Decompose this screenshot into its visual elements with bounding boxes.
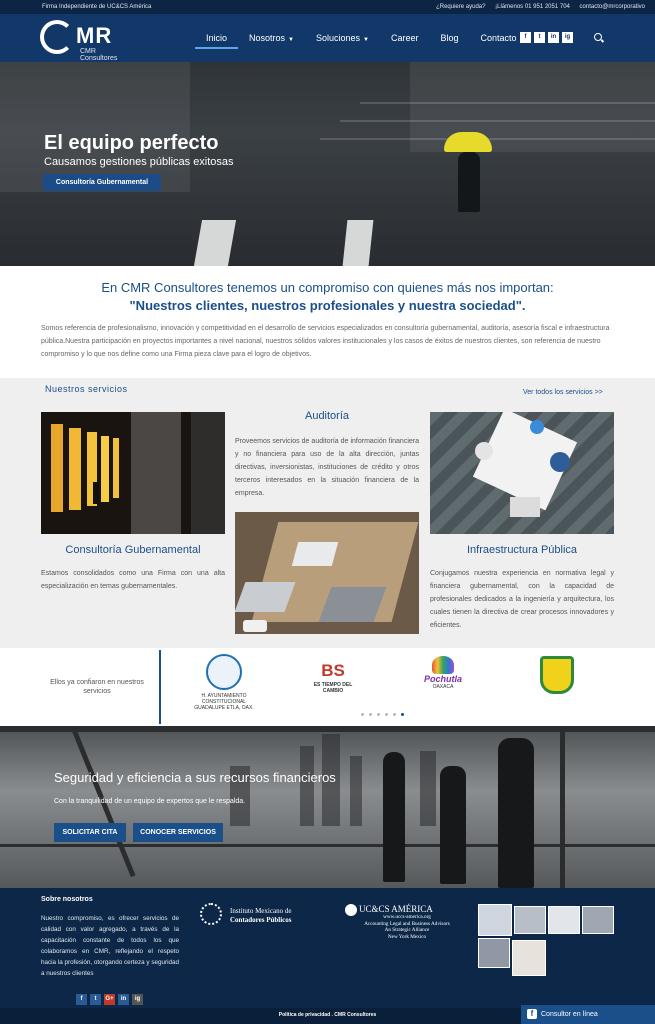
hero-title: El equipo perfecto bbox=[44, 132, 219, 154]
imcp-name bbox=[230, 907, 292, 925]
hero-banner bbox=[0, 62, 655, 266]
view-all-services-link[interactable]: Ver todos los servicios >> bbox=[523, 389, 603, 396]
view-services-button[interactable]: CONOCER SERVICIOS bbox=[133, 823, 223, 842]
main-navbar bbox=[0, 14, 655, 62]
gallery-thumb[interactable] bbox=[582, 906, 614, 934]
gallery-thumb[interactable] bbox=[478, 938, 510, 968]
infrastructure-title[interactable]: Infraestructura Pública bbox=[466, 544, 578, 556]
uccs-line2: An Strategic Alliance bbox=[384, 927, 430, 933]
audit-text: Proveemos servicios de auditoría de información financiera y no financiera para uso de la alta dirección, juntas directivas, inversionistas, instituciones de crédito y otros terceros interesados en la situación financiera de la empresa. bbox=[235, 438, 419, 497]
gov-consulting-text: Estamos consolidados como una Firma con una alta especialización en temas gubernamentales. bbox=[41, 570, 225, 590]
city-tower bbox=[420, 751, 436, 826]
hero-cta-button[interactable]: Consultoría Gubernamental bbox=[43, 174, 161, 191]
client-caption: ES TIEMPO DEL CAMBIO bbox=[313, 682, 353, 694]
facebook-messenger-icon: f bbox=[527, 1009, 537, 1019]
client-caption: H. AYUNTAMIENTO CONSTITUCIONAL GUADALUPE ETLA, OAX. bbox=[194, 693, 254, 711]
nav-label: Inicio bbox=[206, 33, 228, 43]
phone-link[interactable]: ¡Llámenos 01 951 2051 704 bbox=[495, 4, 570, 10]
services-section bbox=[0, 378, 655, 648]
top-contact bbox=[428, 4, 645, 10]
intro-quote: "Nuestros clientes, nuestros profesionales y nuestra sociedad". bbox=[129, 298, 526, 313]
pager-dot[interactable] bbox=[369, 713, 372, 716]
pager-dot-active[interactable] bbox=[401, 713, 404, 716]
imcp-emblem-icon bbox=[200, 903, 222, 925]
client-logo-bs[interactable] bbox=[305, 662, 361, 694]
footer bbox=[0, 888, 655, 1008]
person-silhouette bbox=[498, 738, 534, 888]
footer-about-title: Sobre nosotros bbox=[41, 896, 93, 903]
pager-dot[interactable] bbox=[393, 713, 396, 716]
logo-c-mark bbox=[40, 20, 74, 54]
nav-menu bbox=[195, 14, 528, 62]
city-tower bbox=[300, 746, 314, 826]
twitter-icon[interactable]: t bbox=[534, 32, 545, 43]
crosswalk-stripe bbox=[194, 220, 236, 266]
nav-label: Career bbox=[390, 33, 419, 43]
banner-subtitle: Con la tranquilidad de un equipo de expertos que le respalda. bbox=[54, 798, 246, 805]
yellow-umbrella bbox=[444, 132, 492, 152]
carousel-pager bbox=[361, 713, 404, 716]
logo-text: MR bbox=[76, 23, 113, 48]
nav-item-career[interactable] bbox=[380, 27, 430, 49]
facebook-icon[interactable]: f bbox=[76, 994, 87, 1005]
person-silhouette bbox=[440, 766, 466, 884]
seal-icon bbox=[206, 654, 242, 690]
nav-item-contacto[interactable] bbox=[470, 27, 528, 49]
linkedin-icon[interactable]: in bbox=[548, 32, 559, 43]
window-beam bbox=[0, 726, 655, 732]
privacy-link[interactable]: Política de privacidad . CMR Consultores bbox=[278, 1012, 377, 1018]
clients-label: Ellos ya confiaron en nuestros servicios bbox=[50, 679, 144, 695]
caret-down-icon: ▼ bbox=[288, 37, 294, 43]
nav-label: Blog bbox=[440, 33, 459, 43]
client-logo-shield[interactable] bbox=[537, 656, 577, 694]
nav-item-inicio[interactable] bbox=[195, 27, 238, 49]
crosswalk-stripe bbox=[343, 220, 374, 266]
nav-label: Nosotros bbox=[249, 33, 286, 43]
linkedin-icon[interactable]: in bbox=[118, 994, 129, 1005]
gov-consulting-image[interactable] bbox=[41, 412, 225, 534]
gov-consulting-title[interactable]: Consultoría Gubernamental bbox=[65, 544, 201, 556]
chat-label: Consultor en línea bbox=[541, 1011, 598, 1018]
clients-section bbox=[0, 648, 655, 726]
window-beam bbox=[560, 726, 565, 888]
help-text: ¿Requiere ayuda? bbox=[436, 4, 486, 10]
client-logo-pochutla[interactable] bbox=[415, 656, 471, 690]
nav-item-blog[interactable] bbox=[429, 27, 469, 49]
top-info-bar bbox=[0, 0, 655, 14]
pager-dot[interactable] bbox=[361, 713, 364, 716]
hero-subtitle: Causamos gestiones públicas exitosas bbox=[44, 156, 234, 168]
bs-mark: BS bbox=[321, 661, 345, 680]
gallery-thumb[interactable] bbox=[514, 906, 546, 934]
sun-icon bbox=[432, 656, 454, 674]
instagram-icon[interactable]: ig bbox=[132, 994, 143, 1005]
gallery-thumb[interactable] bbox=[478, 904, 512, 936]
uccs-details bbox=[343, 914, 471, 940]
audit-image[interactable] bbox=[235, 512, 419, 634]
pochutla-mark: Pochutla bbox=[423, 674, 462, 684]
pager-dot[interactable] bbox=[385, 713, 388, 716]
city-tower bbox=[350, 756, 362, 826]
online-consultant-chat[interactable] bbox=[521, 1005, 655, 1024]
window-beam bbox=[0, 844, 655, 847]
gallery-thumb[interactable] bbox=[548, 906, 580, 934]
security-banner bbox=[0, 726, 655, 888]
person-silhouette bbox=[383, 752, 405, 882]
clients-divider bbox=[159, 650, 161, 724]
search-icon[interactable] bbox=[594, 33, 602, 41]
logo-subtitle: CMR Consultores bbox=[80, 48, 118, 62]
infrastructure-text: Conjugamos nuestra experiencia en normativa legal y financiera gubernamental, con la capacidad de profesionales dedicados a la ingeniería y arquitectura, los cuales tienen la directiva de crear procesos innovadores y eficientes. bbox=[430, 570, 614, 629]
uccs-name: UC&CS AMÉRICA bbox=[359, 904, 433, 914]
intro-heading: En CMR Consultores tenemos un compromiso con quienes más nos importan: bbox=[101, 280, 554, 295]
hero-bg-building bbox=[0, 62, 190, 192]
client-caption: OAXACA bbox=[432, 684, 454, 690]
services-title: Nuestros servicios bbox=[45, 384, 128, 394]
uccs-line1: Accounting Legal and Business Advisors bbox=[364, 920, 450, 927]
twitter-icon[interactable]: t bbox=[90, 994, 101, 1005]
shield-icon bbox=[540, 656, 574, 694]
google-plus-icon[interactable]: G+ bbox=[104, 994, 115, 1005]
request-appointment-button[interactable]: SOLICITAR CITA bbox=[54, 823, 126, 842]
footer-about-text: Nuestro compromiso, es ofrecer servicios de calidad con valor agregado, a través de la capacitación constante de todos los que colaboramos en CMR, reflejando el respeto hacia la profesión, otorgando certeza y seguridad a nuestros clientes bbox=[41, 915, 179, 977]
uccs-line3: New York Mexico bbox=[387, 933, 427, 940]
header-social bbox=[520, 32, 573, 43]
hero-bg-step bbox=[340, 120, 655, 122]
banner-title: Seguridad y eficiencia a sus recursos financieros bbox=[54, 770, 336, 785]
pager-dot[interactable] bbox=[377, 713, 380, 716]
audit-title[interactable]: Auditoría bbox=[304, 410, 350, 422]
intro-section bbox=[0, 266, 655, 378]
walking-person bbox=[458, 152, 480, 212]
tagline: Firma Independiente de UC&CS América bbox=[42, 4, 152, 10]
gallery-thumb[interactable] bbox=[512, 940, 546, 976]
cmr-logo[interactable] bbox=[40, 20, 135, 62]
footer-social bbox=[76, 994, 143, 1005]
hero-bg-step bbox=[360, 102, 655, 104]
intro-paragraph: Somos referencia de profesionalismo, innovación y competitividad en el desarrollo de servicios especializados en consultoría gubernamental, auditoría, asesoría fiscal e infraestructura pública.Nuestra participación en proyectos importantes a nivel nacional, nuestros sólidos valores institucionales y los casos de éxitos de nuestros clientes, son referencia de nuestro compromiso y lo que nos define como una Firma pieza clave para el logro de objetivos. bbox=[41, 325, 610, 358]
nav-label: Soluciones bbox=[315, 33, 361, 43]
facebook-icon[interactable]: f bbox=[520, 32, 531, 43]
email-link[interactable]: contacto@mrcorporativo bbox=[579, 4, 645, 10]
nav-label: Contacto bbox=[480, 33, 517, 43]
imcp-line1: Instituto Mexicano de bbox=[230, 907, 292, 915]
uccs-web: www.uccs-america.org bbox=[383, 914, 431, 920]
caret-down-icon: ▼ bbox=[363, 37, 369, 43]
instagram-icon[interactable]: ig bbox=[562, 32, 573, 43]
client-logo-guadalupe-etla[interactable] bbox=[193, 654, 255, 711]
infrastructure-image[interactable] bbox=[430, 412, 614, 534]
nav-item-nosotros[interactable] bbox=[238, 27, 305, 49]
imcp-line2: Contadores Públicos bbox=[230, 916, 292, 924]
nav-item-soluciones[interactable] bbox=[305, 27, 380, 49]
